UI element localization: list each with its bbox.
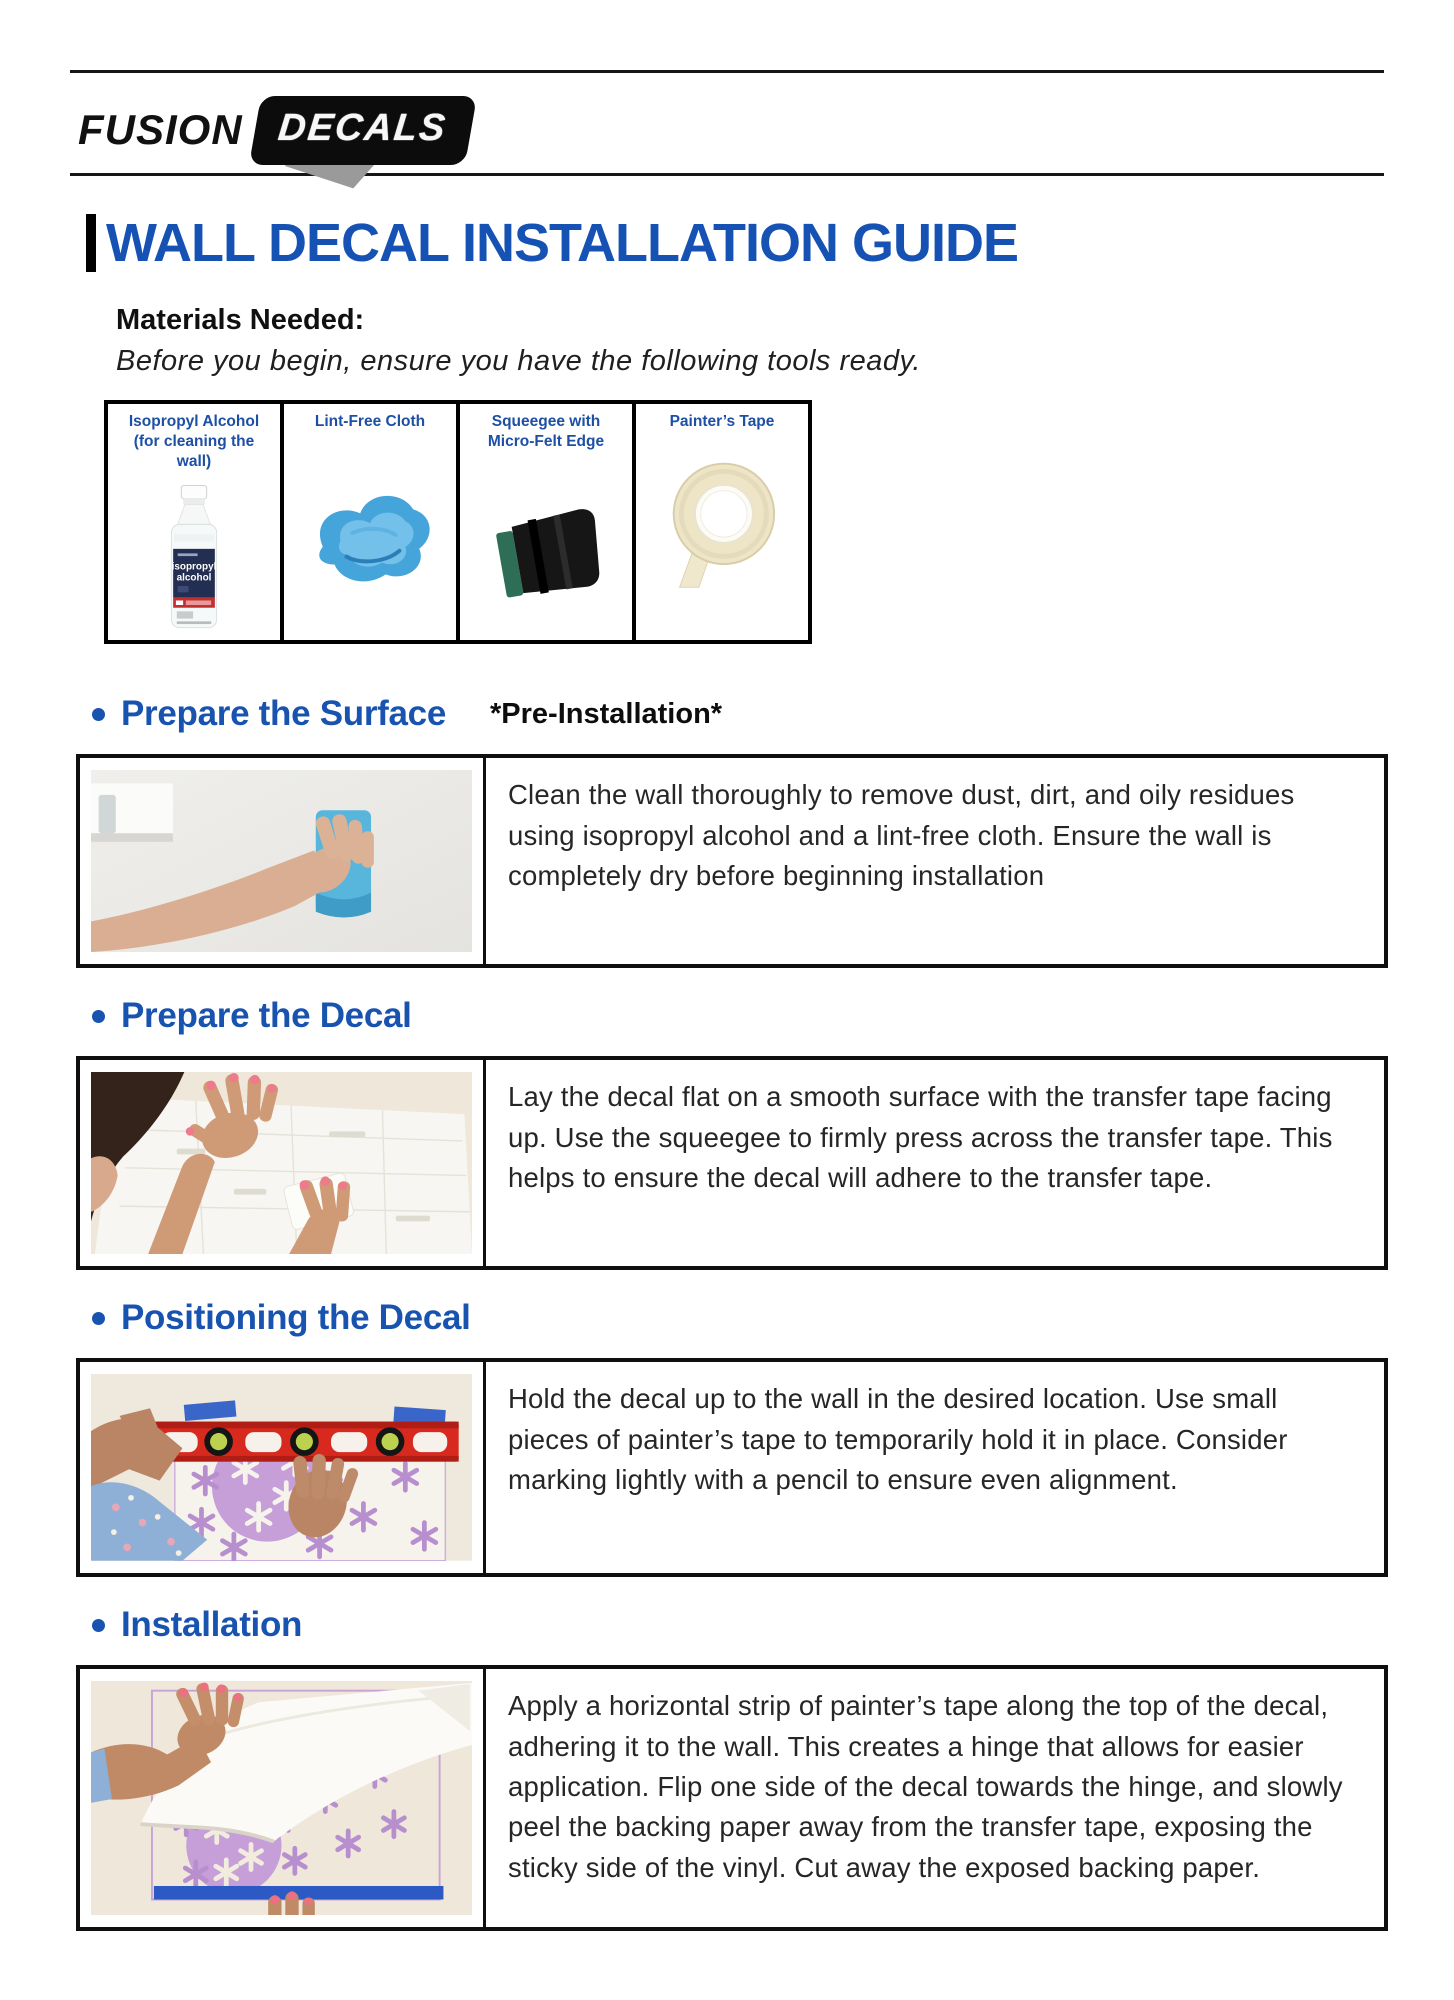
squeegee-decal-illustration — [91, 1072, 472, 1254]
bullet-icon — [92, 1312, 105, 1325]
material-cell-painters-tape — [634, 402, 810, 642]
logo-fusion-text: FUSION — [78, 106, 243, 153]
step-box — [76, 1056, 1388, 1270]
peel-backing-illustration — [91, 1681, 472, 1915]
blue-cloth-icon — [301, 476, 439, 594]
section-prepare-the-decal — [70, 996, 1384, 1270]
material-cell-isopropyl-alcohol — [106, 402, 282, 642]
section-installation — [70, 1605, 1384, 1931]
page-title: WALL DECAL INSTALLATION GUIDE — [106, 213, 1018, 273]
svg-text:isopropyl: isopropyl — [171, 562, 217, 574]
red-level — [144, 1422, 458, 1462]
step-photo-peel-backing — [80, 1669, 486, 1927]
step-box — [76, 1665, 1388, 1931]
level-positioning-illustration — [91, 1374, 472, 1561]
bullet-icon — [92, 1010, 105, 1023]
step-box — [76, 754, 1388, 968]
section-title: Installation — [121, 1605, 303, 1645]
materials-table — [104, 400, 812, 644]
step-photo-cleaning-wall — [80, 758, 486, 964]
material-label: Squeegee with Micro-Felt Edge — [487, 413, 605, 451]
step-instructions: Apply a horizontal strip of painter’s tape along the top of the decal, adhering it to the wall. This creates a hinge that allows for easier application. Flip one side of the decal towards the hinge, and slowly peel the backing paper away from the transfer tape, exposing the sticky side of the vinyl. Cut away the exposed backing paper. — [508, 1690, 1343, 1883]
pre-installation-note: *Pre-Installation* — [490, 697, 723, 730]
step-photo-level-positioning — [80, 1362, 486, 1573]
section-positioning-the-decal — [70, 1298, 1384, 1577]
section-title: Positioning the Decal — [121, 1298, 471, 1338]
brand-logo — [70, 73, 1384, 173]
svg-text:alcohol: alcohol — [176, 572, 212, 584]
material-cell-lint-free-cloth — [282, 402, 458, 642]
section-prepare-the-surface — [70, 694, 1384, 968]
logo-badge — [255, 96, 471, 165]
materials-heading: Materials Needed: — [116, 304, 365, 336]
step-instructions: Hold the decal up to the wall in the desired location. Use small pieces of painter’s tape to temporarily hold it in place. Consider marking lightly with a pencil to ensure even alignment. — [508, 1383, 1288, 1496]
material-label: Painter’s Tape — [669, 413, 775, 430]
step-box — [76, 1358, 1388, 1577]
step-instructions: Lay the decal flat on a smooth surface with the transfer tape facing up. Use the squeegee to firmly press across the transfer tape. This helps to ensure the decal will adhere to the transfer tape. — [508, 1081, 1333, 1194]
header-bottom-rule — [70, 173, 1384, 176]
squeegee-icon — [476, 496, 616, 614]
material-cell-squeegee — [458, 402, 634, 642]
title-accent-bar — [86, 214, 96, 272]
logo-decals-text: DECALS — [275, 106, 449, 149]
cleaning-wall-illustration — [91, 770, 472, 952]
material-label: Isopropyl Alcohol (for cleaning the wall) — [128, 413, 260, 471]
materials-subheading: Before you begin, ensure you have the following tools ready. — [116, 345, 921, 377]
section-title: Prepare the Decal — [121, 996, 412, 1036]
step-instructions: Clean the wall thoroughly to remove dust, dirt, and oily residues using isopropyl alcohol and a lint-free cloth. Ensure the wall is completely dry before beginning installation — [508, 779, 1295, 892]
alcohol-bottle-icon — [144, 480, 244, 634]
section-title: Prepare the Surface — [121, 694, 447, 734]
bullet-icon — [92, 708, 105, 721]
painters-tape-hinge — [154, 1886, 444, 1900]
step-photo-squeegee-decal — [80, 1060, 486, 1266]
tape-roll-icon — [654, 454, 790, 594]
bullet-icon — [92, 1619, 105, 1632]
title-row — [86, 212, 1384, 274]
material-label: Lint-Free Cloth — [314, 413, 426, 430]
